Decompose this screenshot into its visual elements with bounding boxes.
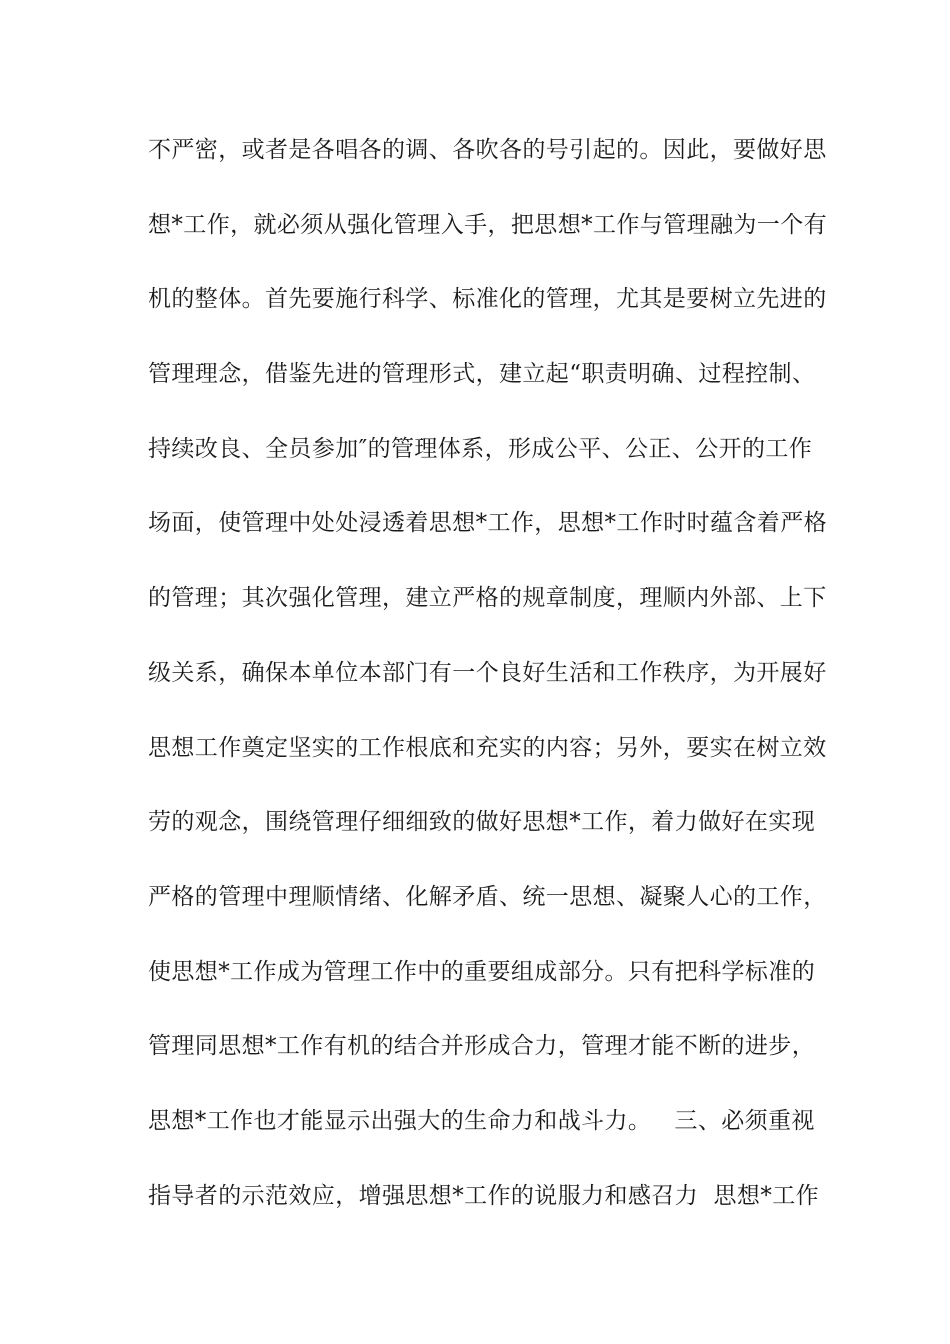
text-line-9: 思想工作奠定坚实的工作根底和充实的内容；另外，要实在树立效 bbox=[148, 734, 827, 761]
text-line-11: 严格的管理中理顺情绪、化解矛盾、统一思想、凝聚人心的工作， bbox=[148, 883, 827, 910]
text-line-10: 劳的观念，围绕管理仔细细致的做好思想*工作，着力做好在实现 bbox=[148, 809, 816, 836]
text-line-3: 机的整体。首先要施行科学、标准化的管理，尤其是要树立先进的 bbox=[148, 286, 827, 313]
text-line-7: 的管理；其次强化管理，建立严格的规章制度，理顺内外部、上下 bbox=[148, 585, 827, 612]
text-line-2: 想*工作，就必须从强化管理入手，把思想*工作与管理融为一个有 bbox=[148, 211, 827, 238]
text-line-15: 指导者的示范效应，增强思想*工作的说服力和感召力 思想*工作 bbox=[148, 1182, 820, 1209]
text-line-14: 思想*工作也才能显示出强大的生命力和战斗力。 三、必须重视 bbox=[148, 1107, 815, 1134]
text-line-13: 管理同思想*工作有机的结合并形成合力，管理才能不断的进步， bbox=[148, 1033, 816, 1060]
text-line-12: 使思想*工作成为管理工作中的重要组成部分。只有把科学标准的 bbox=[148, 958, 816, 985]
text-line-6: 场面，使管理中处处浸透着思想*工作，思想*工作时时蕴含着严格 bbox=[148, 510, 827, 537]
text-line-8: 级关系，确保本单位本部门有一个良好生活和工作秩序，为开展好 bbox=[148, 659, 827, 686]
text-line-4: 管理理念，借鉴先进的管理形式，建立起“职责明确、过程控制、 bbox=[148, 361, 816, 388]
text-line-1: 不严密，或者是各唱各的调、各吹各的号引起的。因此，要做好思 bbox=[148, 137, 827, 163]
body-text bbox=[148, 128, 827, 1248]
text-line-5: 持续改良、全员参加″的管理体系，形成公平、公正、公开的工作 bbox=[148, 435, 813, 462]
